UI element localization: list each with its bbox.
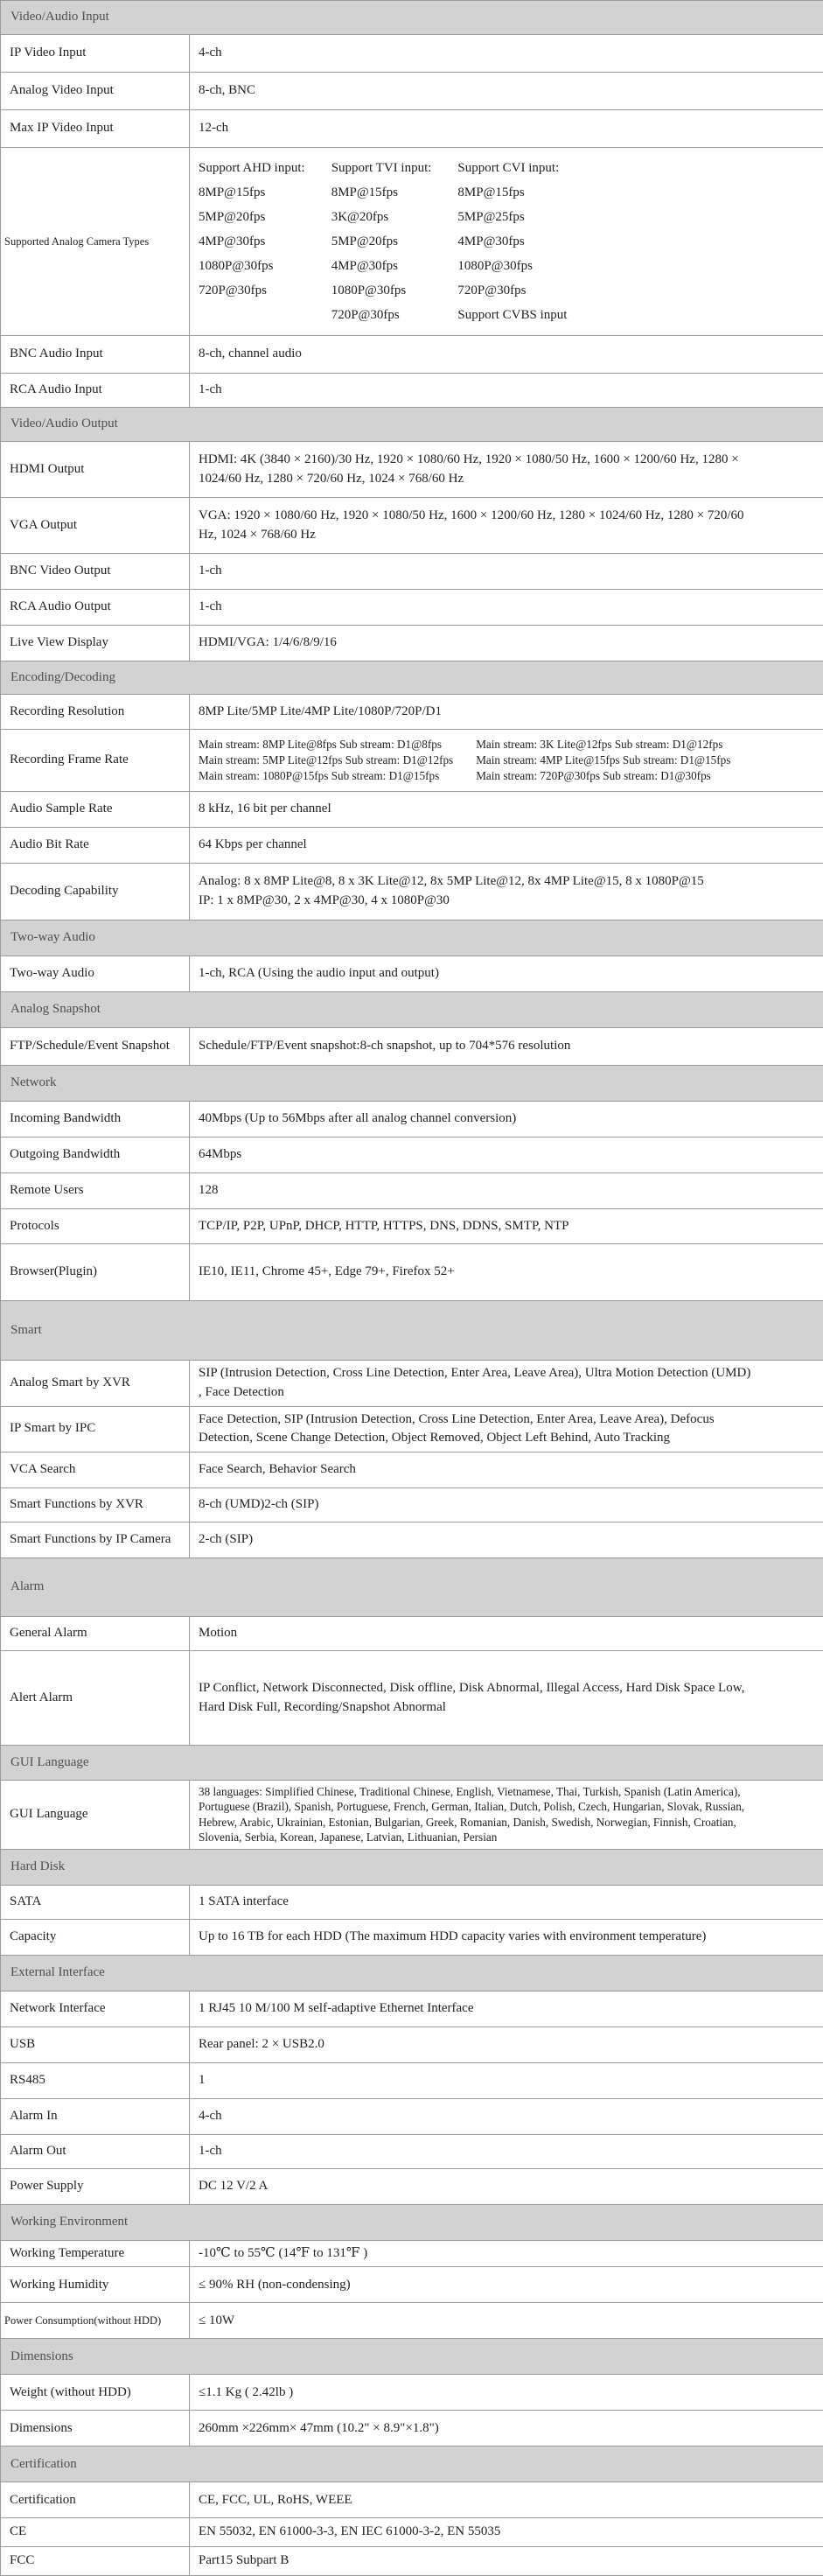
spec-label: BNC Video Output bbox=[1, 554, 190, 590]
spec-label: Network Interface bbox=[1, 1991, 190, 2026]
spec-value bbox=[190, 1651, 823, 1746]
spec-row-rs485 bbox=[1, 2062, 823, 2098]
spec-label: USB bbox=[1, 2026, 190, 2062]
spec-value: Face Search, Behavior Search bbox=[190, 1452, 823, 1488]
spec-row-remote-users bbox=[1, 1173, 823, 1209]
camera-type-column bbox=[199, 156, 305, 327]
spec-label: Smart Functions by XVR bbox=[1, 1488, 190, 1522]
spec-row-alarm-out bbox=[1, 2134, 823, 2168]
spec-label: Max IP Video Input bbox=[1, 110, 190, 148]
camera-type-line: 720P@30fps bbox=[199, 284, 267, 298]
camera-type-line: 1080P@30fps bbox=[199, 259, 274, 273]
spec-value: 12-ch bbox=[190, 110, 823, 148]
camera-type-line: 4MP@30fps bbox=[331, 259, 399, 273]
spec-row-dimensions bbox=[1, 2411, 823, 2446]
spec-value: 1-ch bbox=[190, 2134, 823, 2168]
section-header-two-way-audio bbox=[1, 920, 823, 956]
frame-rate-line: Main stream: 3K Lite@12fps Sub stream: D1@12fps bbox=[476, 737, 723, 751]
spec-value-line: Hz, 1024 × 768/60 Hz bbox=[199, 527, 316, 542]
section-header-dimensions bbox=[1, 2339, 823, 2375]
spec-value-line: HDMI: 4K (3840 × 2160)/30 Hz, 1920 × 1080/60 Hz, 1920 × 1080/50 Hz, 1600 × 1200/60 Hz, 1280 × bbox=[199, 452, 739, 466]
spec-label: Alarm Out bbox=[1, 2134, 190, 2168]
spec-value: 4-ch bbox=[190, 35, 823, 73]
spec-value: 8-ch (UMD)2-ch (SIP) bbox=[190, 1488, 823, 1522]
frame-rate-line: Main stream: 5MP Lite@12fps Sub stream: D1@12fps bbox=[199, 752, 454, 766]
spec-value-line: Detection, Scene Change Detection, Object Removed, Object Left Behind, Auto Tracking bbox=[199, 1431, 671, 1446]
section-header-hard-disk bbox=[1, 1849, 823, 1885]
camera-type-line: 5MP@20fps bbox=[199, 210, 266, 224]
spec-label: Protocols bbox=[1, 1209, 190, 1244]
spec-label: Audio Sample Rate bbox=[1, 792, 190, 828]
section-header-working-environment bbox=[1, 2204, 823, 2240]
spec-label: General Alarm bbox=[1, 1617, 190, 1651]
spec-value: 1 RJ45 10 M/100 M self-adaptive Ethernet Interface bbox=[190, 1991, 823, 2026]
section-title: Certification bbox=[1, 2446, 823, 2482]
spec-value: CE, FCC, UL, RoHS, WEEE bbox=[190, 2482, 823, 2518]
spec-label: Live View Display bbox=[1, 626, 190, 662]
spec-label: SATA bbox=[1, 1885, 190, 1919]
spec-value: TCP/IP, P2P, UPnP, DHCP, HTTP, HTTPS, DNS, DDNS, SMTP, NTP bbox=[190, 1209, 823, 1244]
spec-value: DC 12 V/2 A bbox=[190, 2168, 823, 2204]
spec-value-line: 1024/60 Hz, 1280 × 720/60 Hz, 1024 × 768/60 Hz bbox=[199, 471, 464, 486]
camera-type-column bbox=[457, 156, 567, 327]
spec-value: ≤ 10W bbox=[190, 2303, 823, 2339]
spec-label: Remote Users bbox=[1, 1173, 190, 1209]
camera-type-line: 720P@30fps bbox=[331, 308, 400, 322]
spec-value bbox=[190, 730, 823, 792]
spec-value: 1-ch, RCA (Using the audio input and output) bbox=[190, 956, 823, 992]
frame-rate-column bbox=[476, 737, 730, 785]
spec-label: RS485 bbox=[1, 2062, 190, 2098]
camera-type-line: Support CVI input: bbox=[457, 161, 560, 175]
spec-value-line: , Face Detection bbox=[199, 1384, 284, 1399]
spec-row-sata bbox=[1, 1885, 823, 1919]
section-title: Smart bbox=[1, 1301, 823, 1361]
spec-row-smart-functions-by-xvr bbox=[1, 1488, 823, 1522]
spec-label: Supported Analog Camera Types bbox=[1, 148, 190, 336]
spec-value: 128 bbox=[190, 1173, 823, 1209]
camera-type-line: 8MP@15fps bbox=[331, 186, 399, 200]
spec-row-two-way-audio bbox=[1, 956, 823, 992]
spec-row-bnc-audio-input bbox=[1, 336, 823, 374]
spec-value-line: Face Detection, SIP (Intrusion Detection, Cross Line Detection, Enter Area, Leave Area), Defocus bbox=[199, 1411, 715, 1426]
spec-value: 64 Kbps per channel bbox=[190, 828, 823, 864]
section-title: GUI Language bbox=[1, 1746, 823, 1781]
frame-rate-line: Main stream: 1080P@15fps Sub stream: D1@15fps bbox=[199, 769, 440, 783]
spec-label: Browser(Plugin) bbox=[1, 1244, 190, 1301]
camera-type-line: 8MP@15fps bbox=[199, 186, 266, 200]
section-header-video-audio-input bbox=[1, 1, 823, 35]
camera-type-line: 8MP@15fps bbox=[457, 186, 525, 200]
spec-row-vca-search bbox=[1, 1452, 823, 1488]
spec-value-line: IP: 1 x 8MP@30, 2 x 4MP@30, 4 x 1080P@30 bbox=[199, 893, 450, 907]
spec-label: Alert Alarm bbox=[1, 1651, 190, 1746]
spec-row-power-consumption-without-hdd bbox=[1, 2303, 823, 2339]
spec-label: Alarm In bbox=[1, 2098, 190, 2134]
spec-row-alarm-in bbox=[1, 2098, 823, 2134]
spec-row-hdmi-output bbox=[1, 442, 823, 498]
spec-row-smart-functions-by-ip-camera bbox=[1, 1522, 823, 1558]
camera-type-column bbox=[331, 156, 432, 327]
spec-value bbox=[190, 498, 823, 554]
spec-label: Decoding Capability bbox=[1, 864, 190, 920]
section-title: Network bbox=[1, 1066, 823, 1102]
spec-value: Rear panel: 2 × USB2.0 bbox=[190, 2026, 823, 2062]
spec-value: 8 kHz, 16 bit per channel bbox=[190, 792, 823, 828]
spec-label: Capacity bbox=[1, 1919, 190, 1955]
spec-label: Analog Smart by XVR bbox=[1, 1361, 190, 1407]
spec-label: Working Humidity bbox=[1, 2267, 190, 2303]
camera-type-line: 3K@20fps bbox=[331, 210, 389, 224]
section-title: Working Environment bbox=[1, 2204, 823, 2240]
spec-value: HDMI/VGA: 1/4/6/8/9/16 bbox=[190, 626, 823, 662]
spec-label: Weight (without HDD) bbox=[1, 2375, 190, 2411]
section-title: Dimensions bbox=[1, 2339, 823, 2375]
spec-label: Dimensions bbox=[1, 2411, 190, 2446]
spec-value-line: Hard Disk Full, Recording/Snapshot Abnormal bbox=[199, 1699, 446, 1714]
spec-row-outgoing-bandwidth bbox=[1, 1138, 823, 1173]
frame-rate-grid bbox=[199, 737, 816, 785]
section-title: Video/Audio Input bbox=[1, 1, 823, 35]
spec-label: CE bbox=[1, 2518, 190, 2547]
spec-value-line: Slovenia, Serbia, Korean, Japanese, Latvian, Lithuanian, Persian bbox=[199, 1830, 498, 1844]
spec-row-rca-audio-output bbox=[1, 590, 823, 626]
spec-row-audio-bit-rate bbox=[1, 828, 823, 864]
spec-value bbox=[190, 864, 823, 920]
spec-row-browser-plugin bbox=[1, 1244, 823, 1301]
spec-label: HDMI Output bbox=[1, 442, 190, 498]
spec-row-fcc bbox=[1, 2547, 823, 2576]
spec-table-body bbox=[1, 1, 823, 2576]
section-header-alarm bbox=[1, 1558, 823, 1617]
section-title: Encoding/Decoding bbox=[1, 662, 823, 695]
frame-rate-line: Main stream: 4MP Lite@15fps Sub stream: D1@15fps bbox=[476, 752, 731, 766]
spec-value: 8-ch, channel audio bbox=[190, 336, 823, 374]
spec-row-ftp-schedule-event-snapshot bbox=[1, 1028, 823, 1066]
spec-row-weight-without-hdd bbox=[1, 2375, 823, 2411]
spec-label: Power Consumption(without HDD) bbox=[1, 2303, 190, 2339]
spec-row-gui-language bbox=[1, 1781, 823, 1850]
spec-label: Smart Functions by IP Camera bbox=[1, 1522, 190, 1558]
spec-value bbox=[190, 1406, 823, 1452]
spec-value: -10℃ to 55℃ (14℉ to 131℉ ) bbox=[190, 2240, 823, 2267]
spec-label: Incoming Bandwidth bbox=[1, 1102, 190, 1138]
spec-label: Outgoing Bandwidth bbox=[1, 1138, 190, 1173]
camera-type-columns bbox=[199, 156, 816, 327]
section-header-external-interface bbox=[1, 1955, 823, 1991]
spec-value: 2-ch (SIP) bbox=[190, 1522, 823, 1558]
camera-type-line: 5MP@20fps bbox=[331, 234, 399, 248]
camera-type-line: 720P@30fps bbox=[457, 284, 527, 298]
section-header-video-audio-output bbox=[1, 408, 823, 442]
spec-label: RCA Audio Output bbox=[1, 590, 190, 626]
camera-type-line: 4MP@30fps bbox=[199, 234, 266, 248]
spec-row-recording-resolution bbox=[1, 695, 823, 730]
spec-value: Schedule/FTP/Event snapshot:8-ch snapshot, up to 704*576 resolution bbox=[190, 1028, 823, 1066]
spec-value-line: VGA: 1920 × 1080/60 Hz, 1920 × 1080/50 Hz, 1600 × 1200/60 Hz, 1280 × 1024/60 Hz, 1280 × 720/60 bbox=[199, 508, 744, 522]
spec-row-certification bbox=[1, 2482, 823, 2518]
spec-row-max-ip-video-input bbox=[1, 110, 823, 148]
spec-label: VCA Search bbox=[1, 1452, 190, 1488]
spec-value: Motion bbox=[190, 1617, 823, 1651]
spec-value: ≤1.1 Kg ( 2.42lb ) bbox=[190, 2375, 823, 2411]
camera-type-line: 5MP@25fps bbox=[457, 210, 525, 224]
spec-row-supported-analog-camera-types bbox=[1, 148, 823, 336]
camera-type-line: Support CVBS input bbox=[457, 308, 568, 322]
section-title: Analog Snapshot bbox=[1, 992, 823, 1028]
spec-row-rca-audio-input bbox=[1, 374, 823, 408]
spec-value-line: Portuguese (Brazil), Spanish, Portuguese, French, German, Italian, Dutch, Polish, Czech, Hungarian, Slovak, Russian, bbox=[199, 1800, 745, 1814]
spec-value: 260mm ×226mm× 47mm (10.2" × 8.9"×1.8") bbox=[190, 2411, 823, 2446]
spec-value: 1 SATA interface bbox=[190, 1885, 823, 1919]
spec-label: RCA Audio Input bbox=[1, 374, 190, 408]
spec-value-line: SIP (Intrusion Detection, Cross Line Detection, Enter Area, Leave Area), Ultra Motion Detection (UMD) bbox=[199, 1366, 751, 1380]
spec-value-line: IP Conflict, Network Disconnected, Disk offline, Disk Abnormal, Illegal Access, Hard Disk Space Low, bbox=[199, 1680, 745, 1695]
spec-row-audio-sample-rate bbox=[1, 792, 823, 828]
section-header-analog-snapshot bbox=[1, 992, 823, 1028]
spec-value: 1-ch bbox=[190, 554, 823, 590]
spec-row-alert-alarm bbox=[1, 1651, 823, 1746]
section-header-certification bbox=[1, 2446, 823, 2482]
camera-type-line: Support TVI input: bbox=[331, 161, 432, 175]
spec-label: FTP/Schedule/Event Snapshot bbox=[1, 1028, 190, 1066]
spec-value: 1 bbox=[190, 2062, 823, 2098]
section-title: Two-way Audio bbox=[1, 920, 823, 956]
spec-label: BNC Audio Input bbox=[1, 336, 190, 374]
section-title: External Interface bbox=[1, 1955, 823, 1991]
frame-rate-line: Main stream: 8MP Lite@8fps Sub stream: D1@8fps bbox=[199, 737, 442, 751]
spec-row-network-interface bbox=[1, 1991, 823, 2026]
spec-row-general-alarm bbox=[1, 1617, 823, 1651]
spec-row-protocols bbox=[1, 1209, 823, 1244]
spec-row-analog-smart-by-xvr bbox=[1, 1361, 823, 1407]
spec-row-bnc-video-output bbox=[1, 554, 823, 590]
spec-label: IP Smart by IPC bbox=[1, 1406, 190, 1452]
spec-value: 1-ch bbox=[190, 590, 823, 626]
spec-row-working-humidity bbox=[1, 2267, 823, 2303]
spec-label: Recording Frame Rate bbox=[1, 730, 190, 792]
spec-value-line: Analog: 8 x 8MP Lite@8, 8 x 3K Lite@12, 8x 5MP Lite@12, 8x 4MP Lite@15, 8 x 1080P@15 bbox=[199, 874, 704, 889]
section-header-gui-language bbox=[1, 1746, 823, 1781]
spec-row-decoding-capability bbox=[1, 864, 823, 920]
spec-row-ce bbox=[1, 2518, 823, 2547]
section-title: Alarm bbox=[1, 1558, 823, 1617]
spec-value: 8MP Lite/5MP Lite/4MP Lite/1080P/720P/D1 bbox=[190, 695, 823, 730]
spec-value bbox=[190, 1781, 823, 1850]
spec-value: 1-ch bbox=[190, 374, 823, 408]
spec-value bbox=[190, 148, 823, 336]
section-header-smart bbox=[1, 1301, 823, 1361]
spec-value: EN 55032, EN 61000-3-3, EN IEC 61000-3-2, EN 55035 bbox=[190, 2518, 823, 2547]
spec-value: Up to 16 TB for each HDD (The maximum HDD capacity varies with environment temperature) bbox=[190, 1919, 823, 1955]
spec-row-usb bbox=[1, 2026, 823, 2062]
spec-value: IE10, IE11, Chrome 45+, Edge 79+, Firefox 52+ bbox=[190, 1244, 823, 1301]
section-header-encoding-decoding bbox=[1, 662, 823, 695]
spec-value bbox=[190, 1361, 823, 1407]
spec-row-power-supply bbox=[1, 2168, 823, 2204]
spec-value: 40Mbps (Up to 56Mbps after all analog channel conversion) bbox=[190, 1102, 823, 1138]
spec-row-ip-smart-by-ipc bbox=[1, 1406, 823, 1452]
spec-label: Analog Video Input bbox=[1, 73, 190, 110]
spec-row-ip-video-input bbox=[1, 35, 823, 73]
spec-label: Working Temperature bbox=[1, 2240, 190, 2267]
camera-type-line: 4MP@30fps bbox=[457, 234, 525, 248]
spec-row-incoming-bandwidth bbox=[1, 1102, 823, 1138]
camera-type-line: 1080P@30fps bbox=[331, 284, 407, 298]
spec-label: IP Video Input bbox=[1, 35, 190, 73]
spec-value: 64Mbps bbox=[190, 1138, 823, 1173]
spec-label: Certification bbox=[1, 2482, 190, 2518]
section-header-network bbox=[1, 1066, 823, 1102]
spec-row-analog-video-input bbox=[1, 73, 823, 110]
spec-label: Power Supply bbox=[1, 2168, 190, 2204]
spec-value: 4-ch bbox=[190, 2098, 823, 2134]
spec-value-line: 38 languages: Simplified Chinese, Traditional Chinese, English, Vietnamese, Thai, Turkish, Spanish (Latin America), bbox=[199, 1785, 741, 1798]
spec-row-recording-frame-rate bbox=[1, 730, 823, 792]
spec-value-line: Hebrew, Arabic, Ukrainian, Estonian, Bulgarian, Greek, Romanian, Danish, Swedish, Norwegian, Finnish, Croatian, bbox=[199, 1815, 736, 1829]
spec-label: VGA Output bbox=[1, 498, 190, 554]
spec-label: GUI Language bbox=[1, 1781, 190, 1850]
spec-label: Audio Bit Rate bbox=[1, 828, 190, 864]
spec-row-capacity bbox=[1, 1919, 823, 1955]
section-title: Video/Audio Output bbox=[1, 408, 823, 442]
spec-label: Two-way Audio bbox=[1, 956, 190, 992]
spec-value bbox=[190, 442, 823, 498]
section-title: Hard Disk bbox=[1, 1849, 823, 1885]
camera-type-line: Support AHD input: bbox=[199, 161, 305, 175]
camera-type-line: 1080P@30fps bbox=[457, 259, 533, 273]
spec-value: ≤ 90% RH (non-condensing) bbox=[190, 2267, 823, 2303]
spec-value: Part15 Subpart B bbox=[190, 2547, 823, 2576]
frame-rate-line: Main stream: 720P@30fps Sub stream: D1@30fps bbox=[476, 769, 711, 783]
spec-label: Recording Resolution bbox=[1, 695, 190, 730]
spec-label: FCC bbox=[1, 2547, 190, 2576]
spec-row-vga-output bbox=[1, 498, 823, 554]
frame-rate-column bbox=[199, 737, 453, 785]
spec-row-live-view-display bbox=[1, 626, 823, 662]
spec-value: 8-ch, BNC bbox=[190, 73, 823, 110]
spec-row-working-temperature bbox=[1, 2240, 823, 2267]
